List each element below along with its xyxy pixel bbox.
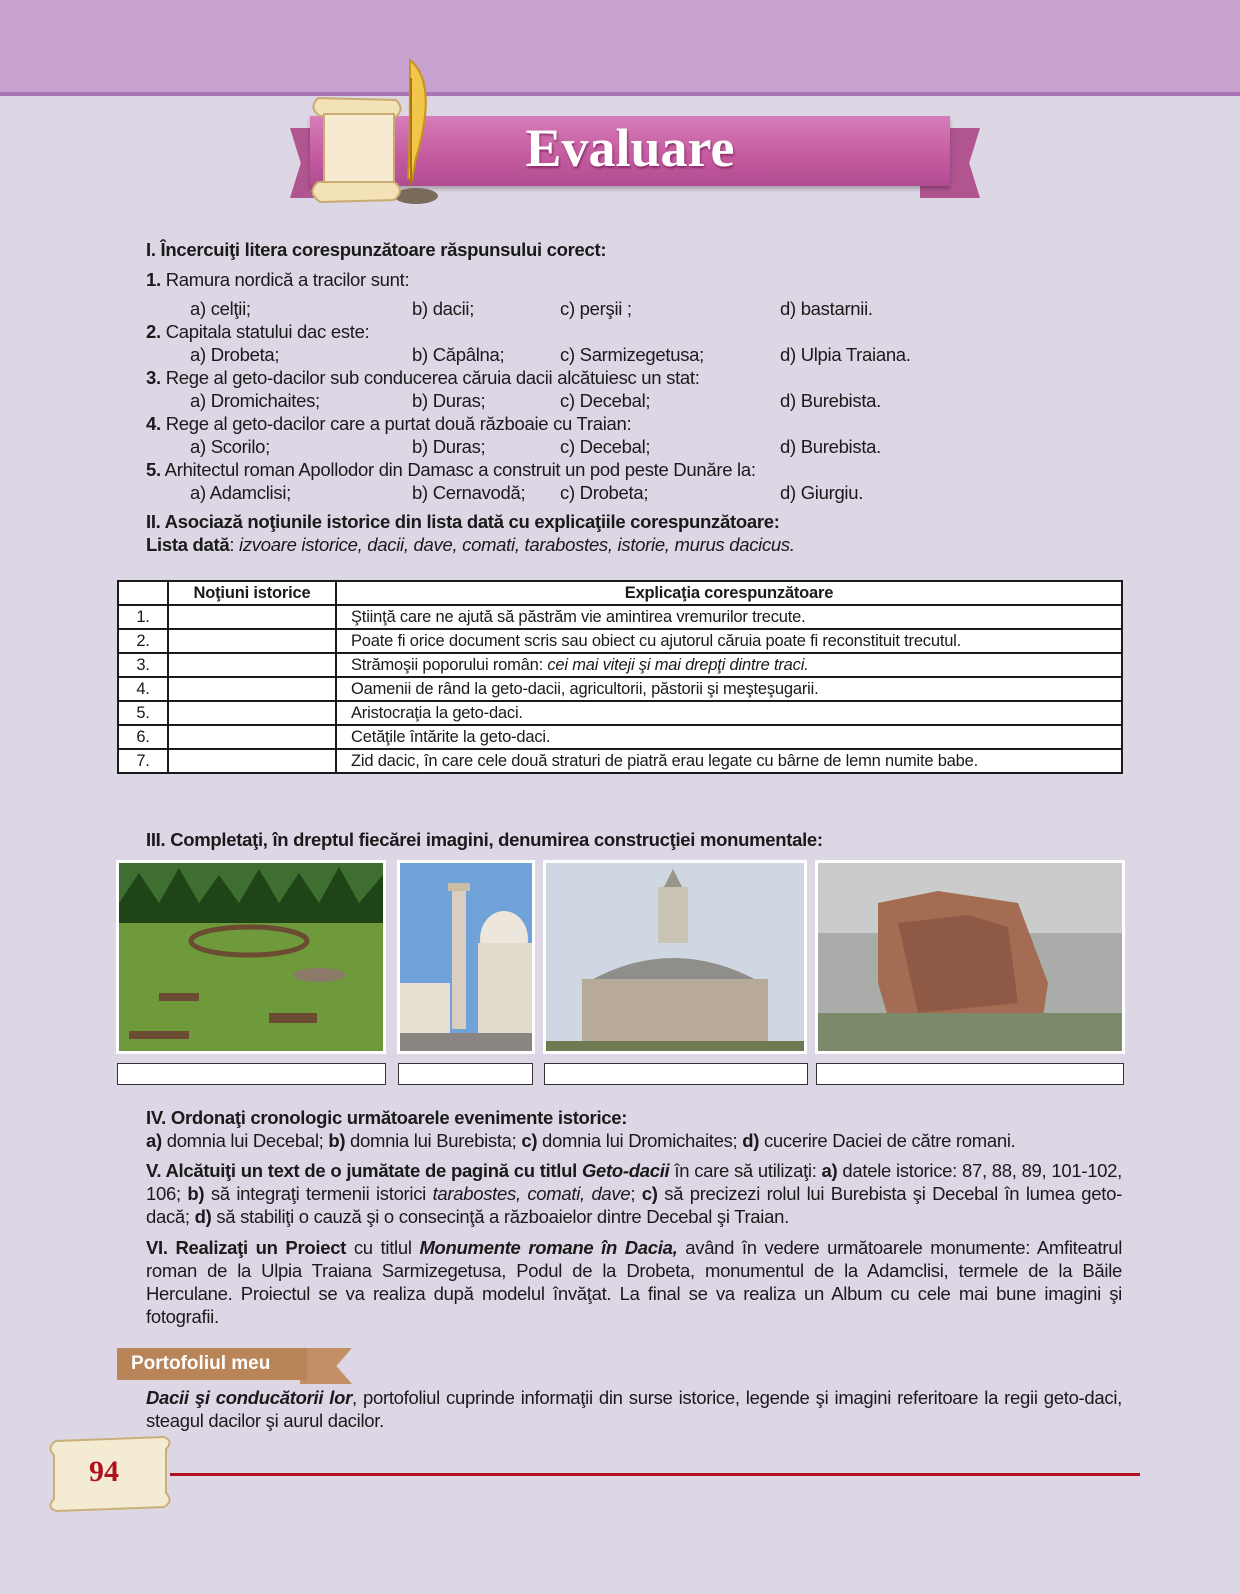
- section4-items: a) domnia lui Decebal; b) domnia lui Burebista; c) domnia lui Dromichaites; d) cucerire Daciei de către romani.: [146, 1130, 1016, 1151]
- table-row: 1. Ştiinţă care ne ajută să păstrăm vie amintirea vremurilor trecute.: [118, 605, 1122, 629]
- given-list: Lista dată: izvoare istorice, dacii, dave, comati, tarabostes, istorie, murus dacicus.: [146, 534, 795, 555]
- q2-option-b[interactable]: b) Căpâlna;: [412, 344, 505, 365]
- table-row: 4. Oamenii de rând la geto-dacii, agricultorii, păstorii şi meşteşugarii.: [118, 677, 1122, 701]
- answer-cell[interactable]: [168, 749, 336, 773]
- top-band: [0, 0, 1240, 92]
- table-row: 2. Poate fi orice document scris sau obiect cu ajutorul căruia poate fi reconstituit trecutul.: [118, 629, 1122, 653]
- q5-option-d[interactable]: d) Giurgiu.: [780, 482, 864, 503]
- table-row: 5. Aristocraţia la geto-daci.: [118, 701, 1122, 725]
- q4-option-d[interactable]: d) Burebista.: [780, 436, 881, 457]
- portfolio-label: Portofoliul meu: [117, 1348, 307, 1380]
- top-rule: [0, 92, 1240, 96]
- q4-option-b[interactable]: b) Duras;: [412, 436, 486, 457]
- question-1: 1. Ramura nordică a tracilor sunt:: [146, 269, 410, 290]
- question-5: 5. Arhitectul roman Apollodor din Damasc a construit un pod peste Dunăre la:: [146, 459, 756, 480]
- answer-cell[interactable]: [168, 701, 336, 725]
- portfolio-paragraph: Dacii şi conducătorii lor, portofoliul cuprinde informaţii din surse istorice, legende şi imagini referitoare la regii geto-daci, steagul dacilor şi aurul dacilor.: [146, 1387, 1122, 1431]
- answer-cell[interactable]: [168, 677, 336, 701]
- col-num-header: [118, 581, 168, 605]
- q4-option-a[interactable]: a) Scorilo;: [190, 436, 270, 457]
- portfolio-ribbon-tail: [300, 1348, 352, 1384]
- answer-cell[interactable]: [168, 653, 336, 677]
- answer-box-4[interactable]: [816, 1063, 1124, 1085]
- section5-paragraph: V. Alcătuiţi un text de o jumătate de pagină cu titlul Geto-dacii în care să utilizaţi: a) datele istorice: 87, 88, 89, 101-102, 106; b) să integraţi termenii istorici tarabostes, comati, dave; c) să precizezi rolul lui Burebista şi Decebal în lumea geto-dacă; d) să stabiliţi o cauză şi o consecinţă a războaielor dintre Decebal şi Traian.: [146, 1160, 1122, 1227]
- trajan-column-photo: [397, 860, 535, 1054]
- answer-cell[interactable]: [168, 725, 336, 749]
- q2-option-c[interactable]: c) Sarmizegetusa;: [560, 344, 704, 365]
- q5-option-b[interactable]: b) Cernavodă;: [412, 482, 526, 503]
- answer-box-3[interactable]: [544, 1063, 808, 1085]
- question-4: 4. Rege al geto-dacilor care a purtat două războaie cu Traian:: [146, 413, 632, 434]
- q4-option-c[interactable]: c) Decebal;: [560, 436, 651, 457]
- table-row: 7. Zid dacic, în care cele două straturi de piatră erau legate cu bârne de lemn numite babe.: [118, 749, 1122, 773]
- q3-option-a[interactable]: a) Dromichaites;: [190, 390, 320, 411]
- section2-heading: II. Asociază noţiunile istorice din lista dată cu explicaţiile corespunzătoare:: [146, 511, 780, 532]
- q3-option-b[interactable]: b) Duras;: [412, 390, 486, 411]
- answer-box-2[interactable]: [398, 1063, 533, 1085]
- question-2: 2. Capitala statului dac este:: [146, 321, 370, 342]
- q3-option-d[interactable]: d) Burebista.: [780, 390, 881, 411]
- table-row: 3. Strămoşii poporului român: cei mai viteji şi mai drepţi dintre traci.: [118, 653, 1122, 677]
- page-number: 94: [89, 1455, 119, 1488]
- q1-option-b[interactable]: b) dacii;: [412, 298, 475, 319]
- section4-heading: IV. Ordonaţi cronologic următoarele evenimente istorice:: [146, 1107, 628, 1128]
- q5-option-a[interactable]: a) Adamclisi;: [190, 482, 291, 503]
- page-title: Evaluare: [525, 118, 735, 178]
- baths-ruins-photo: [815, 860, 1125, 1054]
- q2-option-d[interactable]: d) Ulpia Traiana.: [780, 344, 911, 365]
- question-3: 3. Rege al geto-dacilor sub conducerea căruia dacii alcătuiesc un stat:: [146, 367, 700, 388]
- q1-option-a[interactable]: a) celţii;: [190, 298, 251, 319]
- section3-heading: III. Completaţi, în dreptul fiecărei imagini, denumirea construcţiei monumentale:: [146, 829, 823, 850]
- q1-option-c[interactable]: c) perşii ;: [560, 298, 632, 319]
- col-explanation-header: Explicaţia corespunzătoare: [336, 581, 1122, 605]
- bottom-rule: [170, 1473, 1140, 1476]
- association-table: [117, 580, 1123, 774]
- answer-cell[interactable]: [168, 629, 336, 653]
- q3-option-c[interactable]: c) Decebal;: [560, 390, 651, 411]
- answer-box-1[interactable]: [117, 1063, 386, 1085]
- table-header-row: [118, 581, 1122, 605]
- table-row: 6. Cetăţile întărite la geto-daci.: [118, 725, 1122, 749]
- scroll-quill-icon: [298, 58, 458, 208]
- section6-paragraph: VI. Realizaţi un Proiect cu titlul Monumente romane în Dacia, având în vedere următoarele monumente: Amfiteatrul roman de la Ulpia Traiana Sarmizegetusa, Podul de la Drobeta, monumentul de la Adamclisi, termele de la Băile Herculane. Proiectul se va realiza după modelul învăţat. La final se va realiza un Album cu cele mai bune imagini şi fotografii.: [146, 1237, 1123, 1327]
- sarmizegetusa-photo: [116, 860, 386, 1054]
- section1-heading: I. Încercuiţi litera corespunzătoare răspunsului corect:: [146, 239, 607, 260]
- answer-cell[interactable]: [168, 605, 336, 629]
- q5-option-c[interactable]: c) Drobeta;: [560, 482, 649, 503]
- q2-option-a[interactable]: a) Drobeta;: [190, 344, 280, 365]
- q1-option-d[interactable]: d) bastarnii.: [780, 298, 873, 319]
- col-notions-header: Noţiuni istorice: [168, 581, 336, 605]
- adamclisi-monument-photo: [543, 860, 807, 1054]
